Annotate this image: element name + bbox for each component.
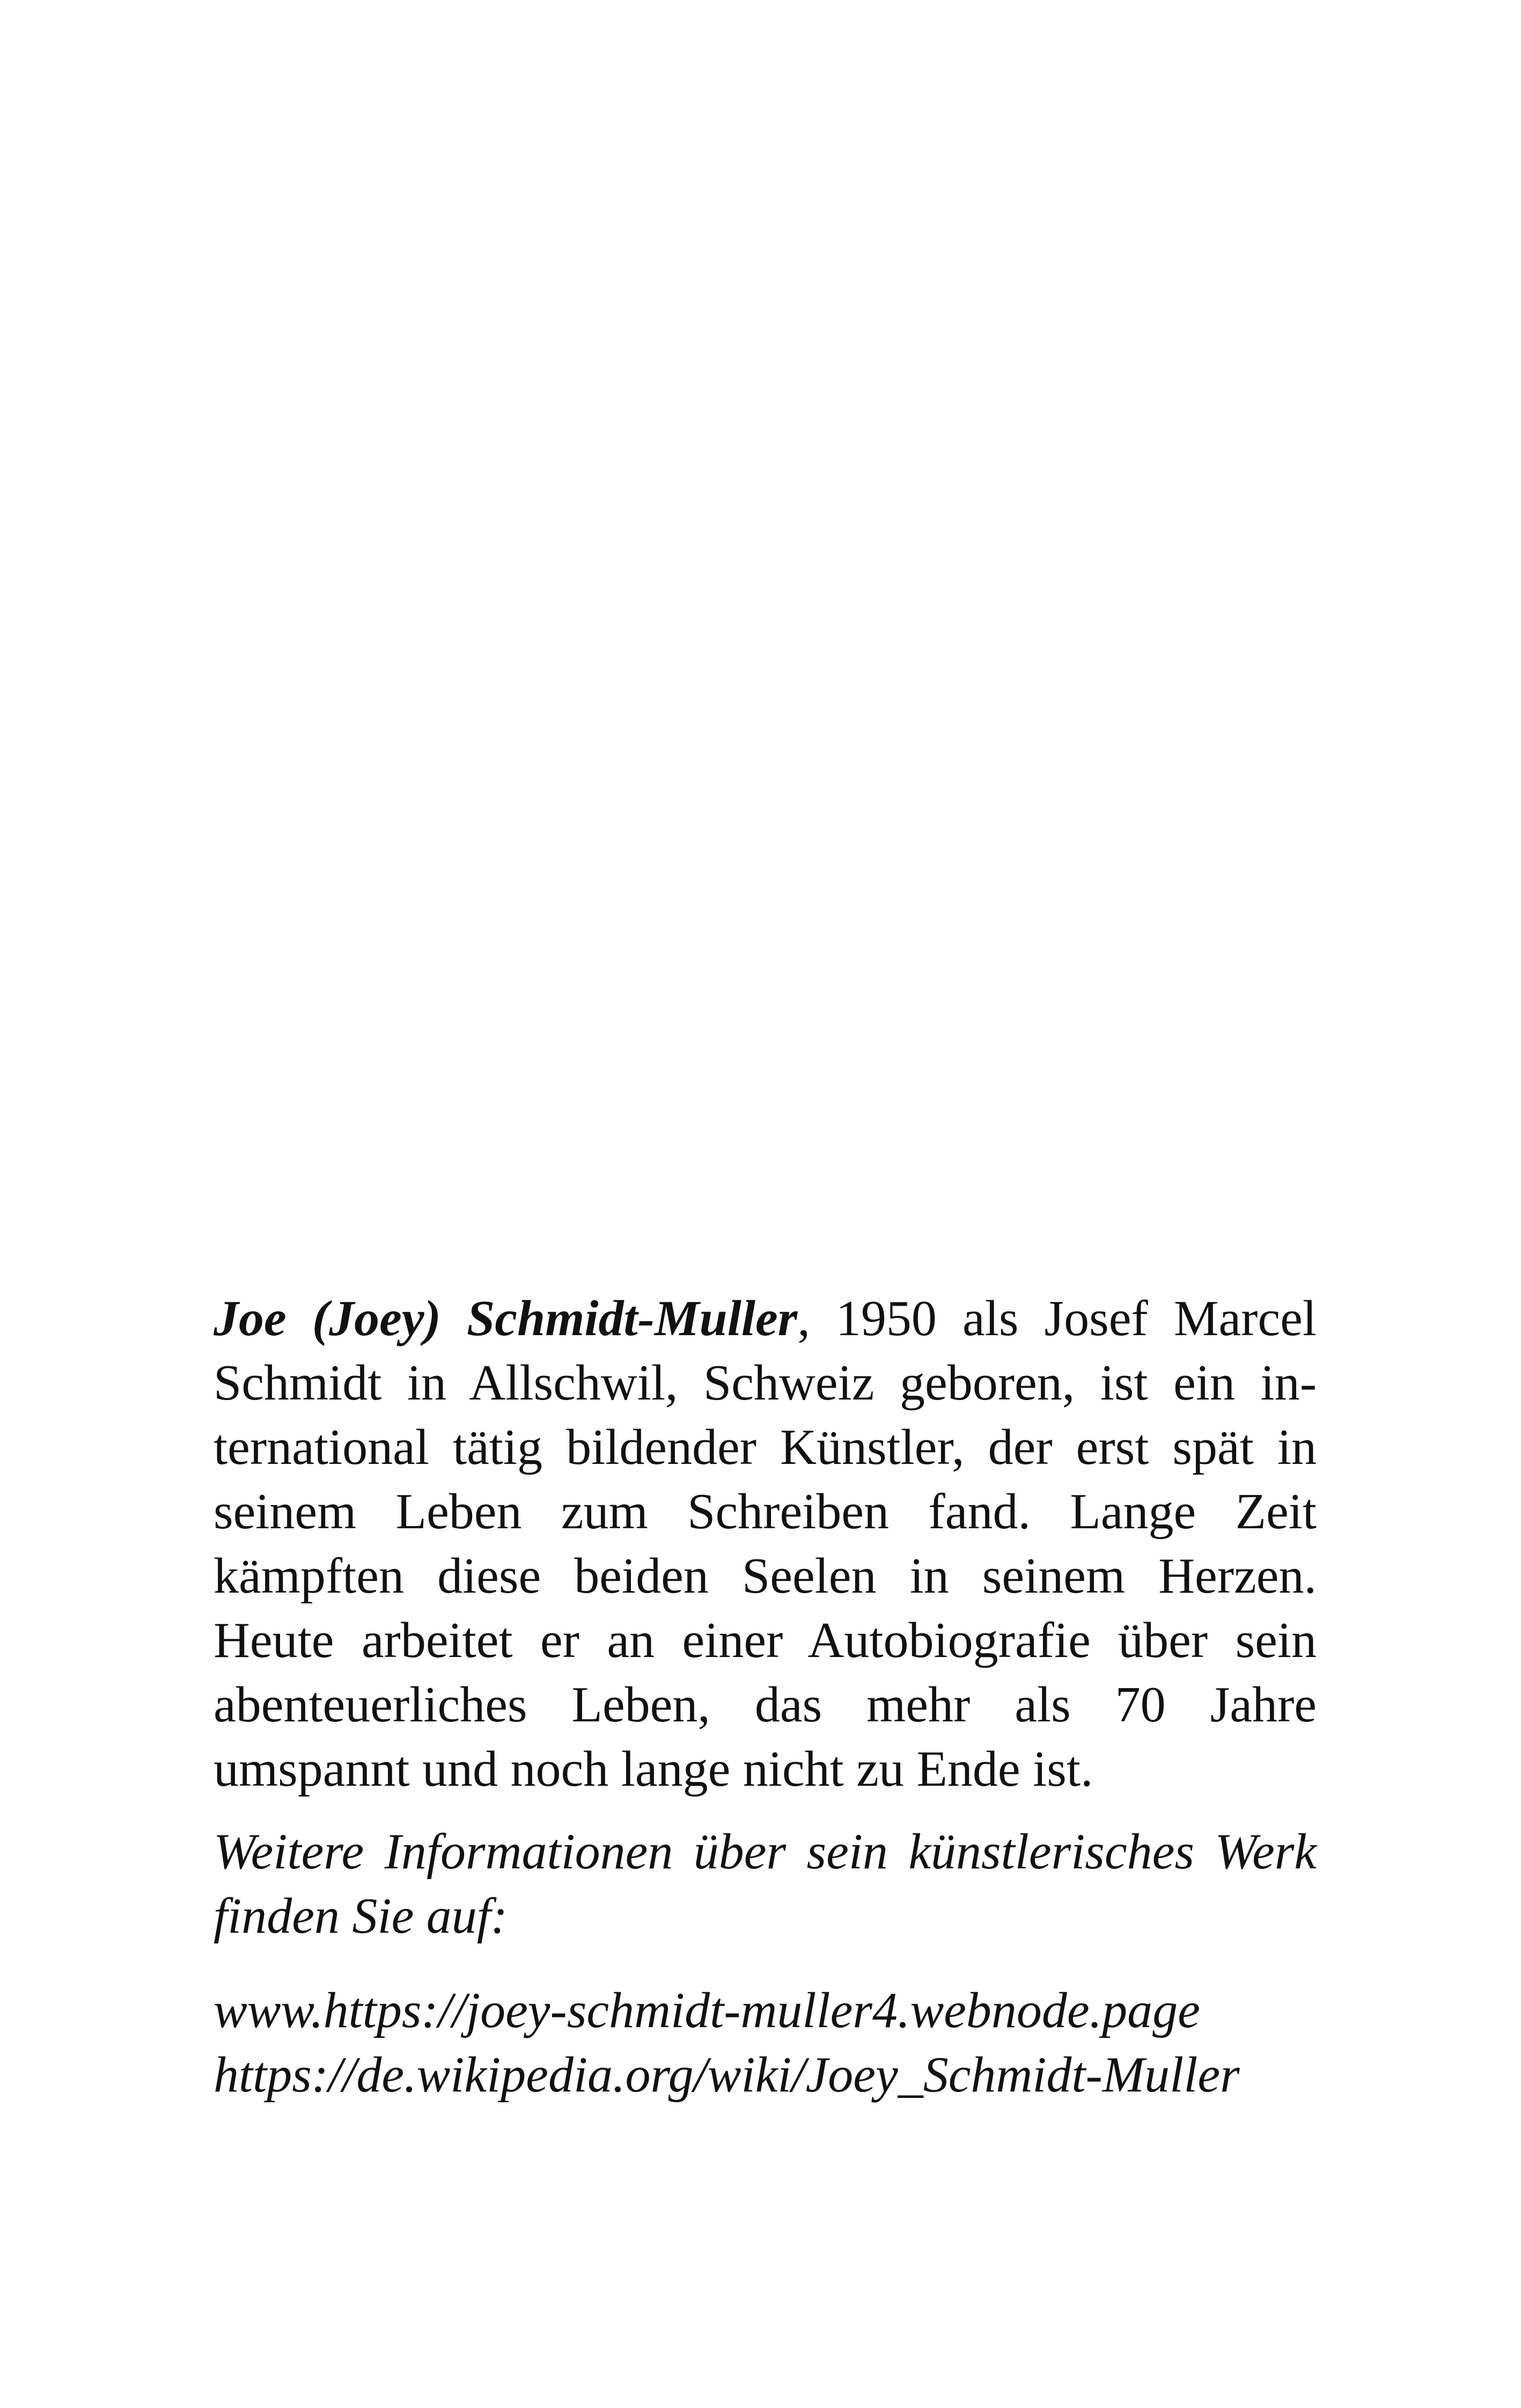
bio-paragraph xyxy=(214,1286,1317,1801)
bio-text: , 1950 als Josef Marcel Schmidt in Allschwil, Schweiz geboren, ist ein international tätig bildender Künstler, der erst spät in seinem Leben zum Schreiben fand. Lange Zeit kämpften diese beiden Seelen in seinem Herzen. Heute arbeitet er an einer Autobiografie über sein abenteuerliches Leben, das mehr als 70 Jahre umspannt und noch lange nicht zu Ende ist. xyxy=(214,1291,1317,1797)
author-name: Joe (Joey) Schmidt-Muller xyxy=(214,1291,798,1346)
info-paragraph: Weitere Informationen über sein künstlerisches Werk finden Sie auf: xyxy=(214,1824,1317,1944)
website-link[interactable]: www.https://joey-schmidt-muller4.webnode.page xyxy=(214,1983,1200,2038)
author-bio-block xyxy=(214,1286,1317,2107)
links-list xyxy=(214,1978,1317,2107)
wikipedia-link[interactable]: https://de.wikipedia.org/wiki/Joey_Schmidt-Muller xyxy=(214,2047,1240,2103)
